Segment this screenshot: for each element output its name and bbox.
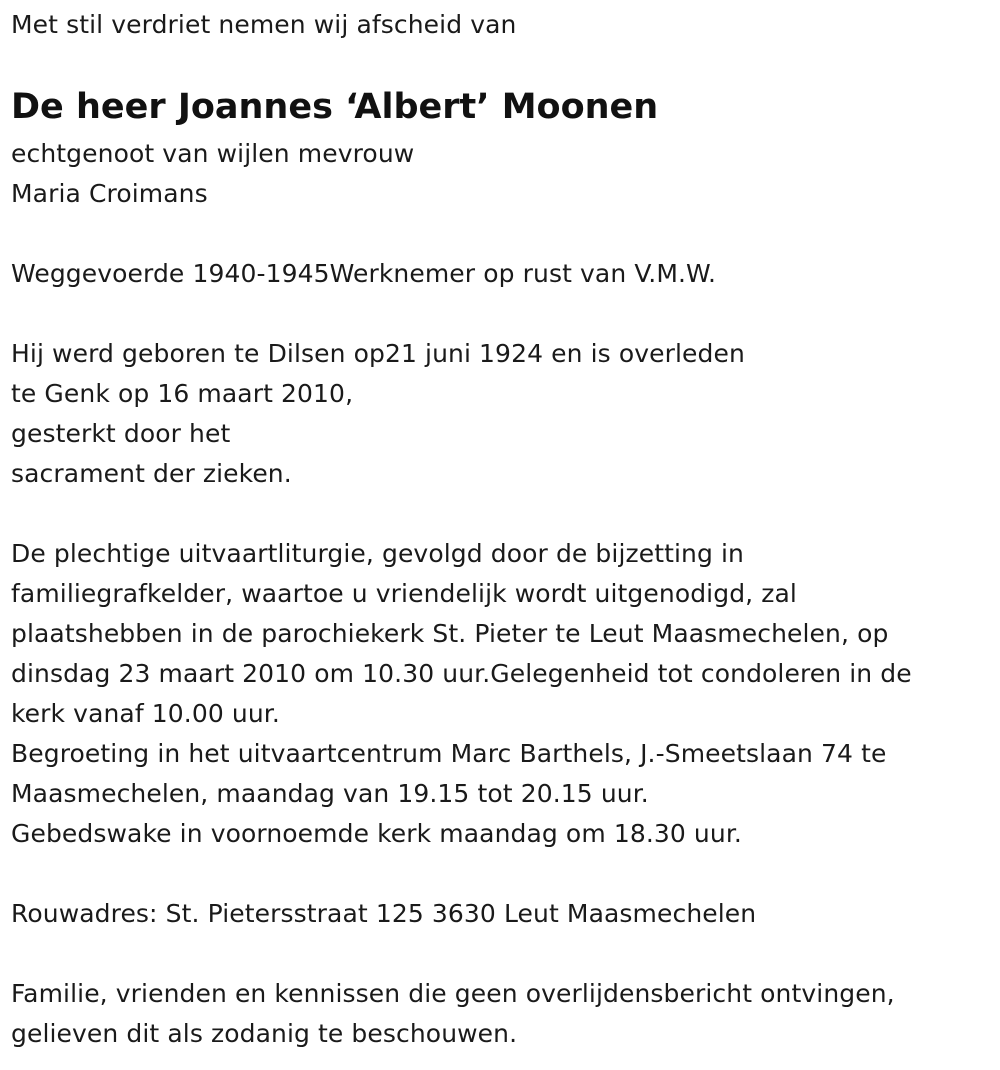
mourning-address: Rouwadres: St. Pietersstraat 125 3630 Leut Maasmechelen [11, 899, 757, 928]
birth-death-line: Hij werd geboren te Dilsen op21 juni 1924 en is overleden [11, 339, 745, 368]
funeral-line: De plechtige uitvaartliturgie, gevolgd door de bijzetting in [11, 539, 745, 568]
deceased-name: De heer Joannes ‘Albert’ Moonen [11, 87, 659, 127]
funeral-line: familiegrafkelder, waartoe u vriendelijk wordt uitgenodigd, zal [11, 579, 797, 608]
funeral-line: plaatshebben in de parochiekerk St. Pieter te Leut Maasmechelen, op [11, 619, 889, 648]
spouse-line-2: Maria Croimans [11, 179, 208, 208]
funeral-line: Maasmechelen, maandag van 19.15 tot 20.15 uur. [11, 779, 649, 808]
funeral-line: kerk vanaf 10.00 uur. [11, 699, 280, 728]
closing-line: Familie, vrienden en kennissen die geen overlijdensbericht ontvingen, [11, 979, 895, 1008]
birth-death-line: te Genk op 16 maart 2010, [11, 379, 354, 408]
birth-death-line: gesterkt door het [11, 419, 231, 448]
funeral-line: Gebedswake in voornoemde kerk maandag om 18.30 uur. [11, 819, 742, 848]
birth-death-line: sacrament der zieken. [11, 459, 292, 488]
closing-line: gelieven dit als zodanig te beschouwen. [11, 1019, 518, 1048]
spouse-line-1: echtgenoot van wijlen mevrouw [11, 139, 415, 168]
intro-text: Met stil verdriet nemen wij afscheid van [11, 10, 517, 39]
titles-text: Weggevoerde 1940-1945Werknemer op rust van V.M.W. [11, 259, 717, 288]
funeral-line: dinsdag 23 maart 2010 om 10.30 uur.Gelegenheid tot condoleren in de [11, 659, 912, 688]
funeral-line: Begroeting in het uitvaartcentrum Marc Barthels, J.-Smeetslaan 74 te [11, 739, 887, 768]
